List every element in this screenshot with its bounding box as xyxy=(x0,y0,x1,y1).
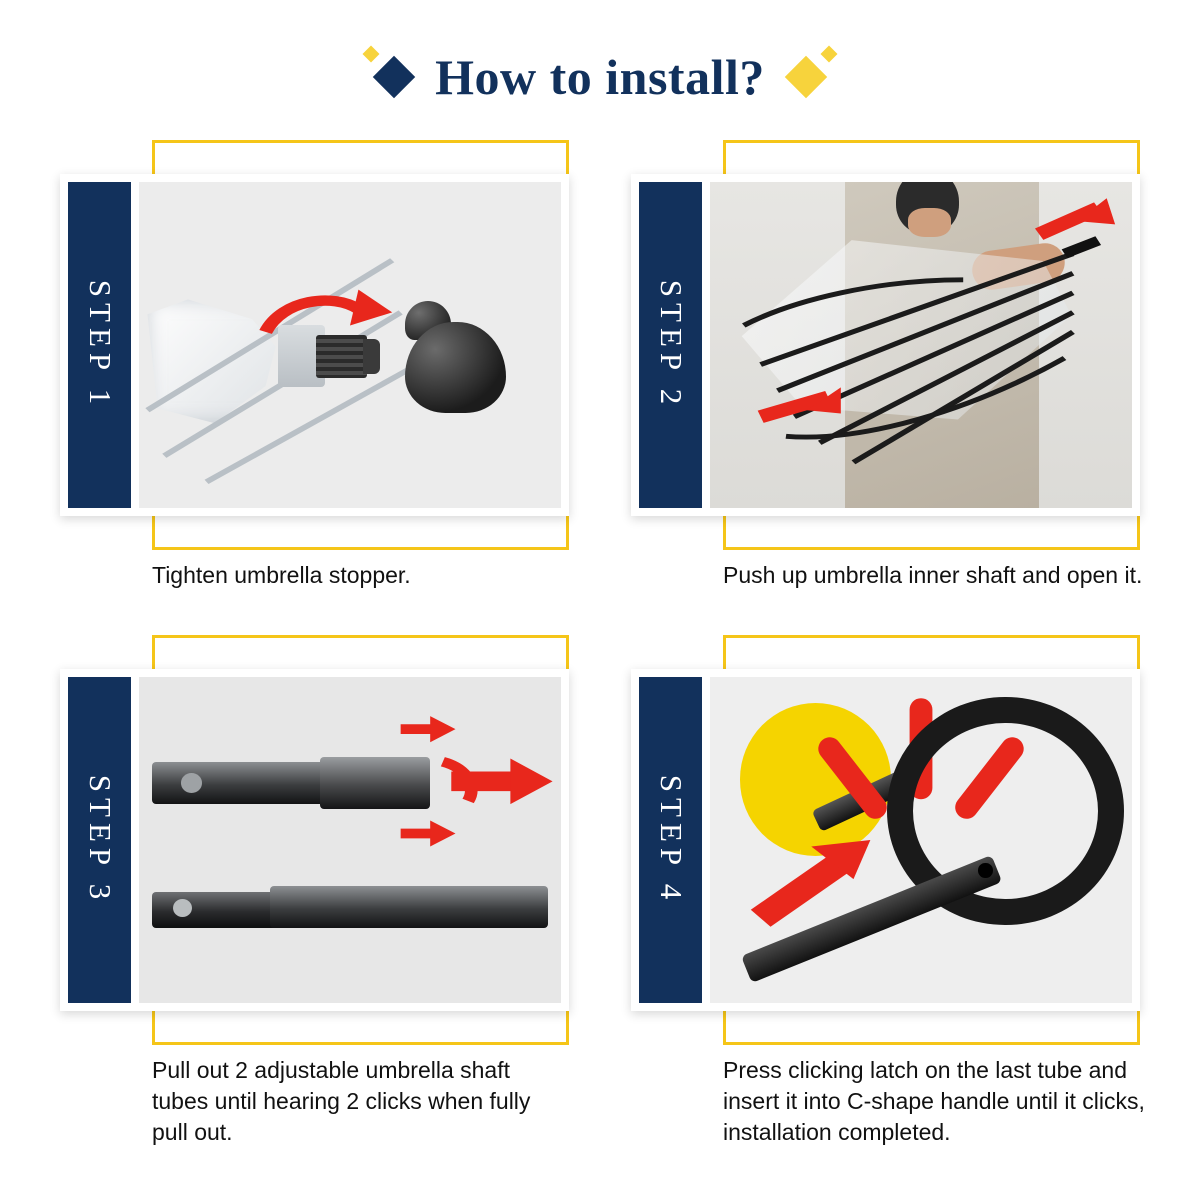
navy-diamond-icon xyxy=(373,56,415,98)
step-photo-card xyxy=(60,669,569,1011)
step-label-banner xyxy=(68,182,131,508)
step-bracket xyxy=(60,140,569,550)
bracket-line xyxy=(723,635,1140,638)
bracket-line xyxy=(566,516,569,550)
bracket-line xyxy=(1137,1011,1140,1045)
step-card-4 xyxy=(631,635,1145,1148)
bracket-line xyxy=(152,547,569,550)
red-arrow-icon xyxy=(710,677,1132,1003)
bracket-line xyxy=(723,547,1140,550)
bracket-line xyxy=(723,1042,1140,1045)
step-card-2 xyxy=(631,140,1143,591)
red-arrow-icon xyxy=(139,677,561,1003)
bracket-line xyxy=(566,140,569,174)
step-card-3 xyxy=(60,635,569,1148)
step-label-text: STEP 1 xyxy=(82,279,118,411)
step-label-text: STEP 4 xyxy=(653,774,689,906)
step-label-banner xyxy=(639,182,702,508)
bracket-line xyxy=(566,635,569,669)
step-bracket xyxy=(631,635,1140,1045)
bracket-line xyxy=(152,140,569,143)
steps-row-1 xyxy=(60,140,1143,591)
page-header xyxy=(0,48,1200,106)
yellow-diamond-icon xyxy=(785,56,827,98)
header-right-ornament xyxy=(791,62,835,92)
step-1-photo xyxy=(139,182,561,508)
page-title: How to install? xyxy=(435,49,765,105)
step-card-1 xyxy=(60,140,569,591)
red-arrow-icon xyxy=(710,182,1132,508)
bracket-line xyxy=(1137,635,1140,669)
step-label-text: STEP 3 xyxy=(82,774,118,906)
step-photo-card xyxy=(631,669,1140,1011)
step-4-photo xyxy=(710,677,1132,1003)
bracket-line xyxy=(723,516,726,550)
small-diamond-icon xyxy=(363,46,380,63)
small-diamond-icon xyxy=(820,46,837,63)
step-3-caption: Pull out 2 adjustable umbrella shaft tubes until hearing 2 clicks when fully pull out. xyxy=(152,1057,531,1146)
bracket-line xyxy=(152,140,155,174)
red-rotate-arrow-icon xyxy=(139,182,561,508)
bracket-line xyxy=(152,516,155,550)
bracket-line xyxy=(723,140,726,174)
step-label-text: STEP 2 xyxy=(653,279,689,411)
step-photo-card xyxy=(60,174,569,516)
step-bracket xyxy=(60,635,569,1045)
steps-grid xyxy=(60,140,1145,1148)
bracket-line xyxy=(566,1011,569,1045)
bracket-line xyxy=(152,635,155,669)
step-1-caption: Tighten umbrella stopper. xyxy=(152,562,411,588)
bracket-line xyxy=(1137,140,1140,174)
step-label-banner xyxy=(639,677,702,1003)
step-label-banner xyxy=(68,677,131,1003)
bracket-line xyxy=(1137,516,1140,550)
header-left-ornament xyxy=(365,62,409,92)
step-photo-card xyxy=(631,174,1140,516)
step-4-caption: Press clicking latch on the last tube and insert it into C-shape handle until it clicks, installation completed. xyxy=(723,1057,1145,1146)
step-bracket xyxy=(631,140,1140,550)
bracket-line xyxy=(152,1011,155,1045)
step-2-photo xyxy=(710,182,1132,508)
bracket-line xyxy=(723,635,726,669)
bracket-line xyxy=(152,635,569,638)
step-2-caption: Push up umbrella inner shaft and open it. xyxy=(723,562,1143,588)
bracket-line xyxy=(723,1011,726,1045)
step-3-photo xyxy=(139,677,561,1003)
bracket-line xyxy=(152,1042,569,1045)
bracket-line xyxy=(723,140,1140,143)
steps-row-2 xyxy=(60,635,1145,1148)
